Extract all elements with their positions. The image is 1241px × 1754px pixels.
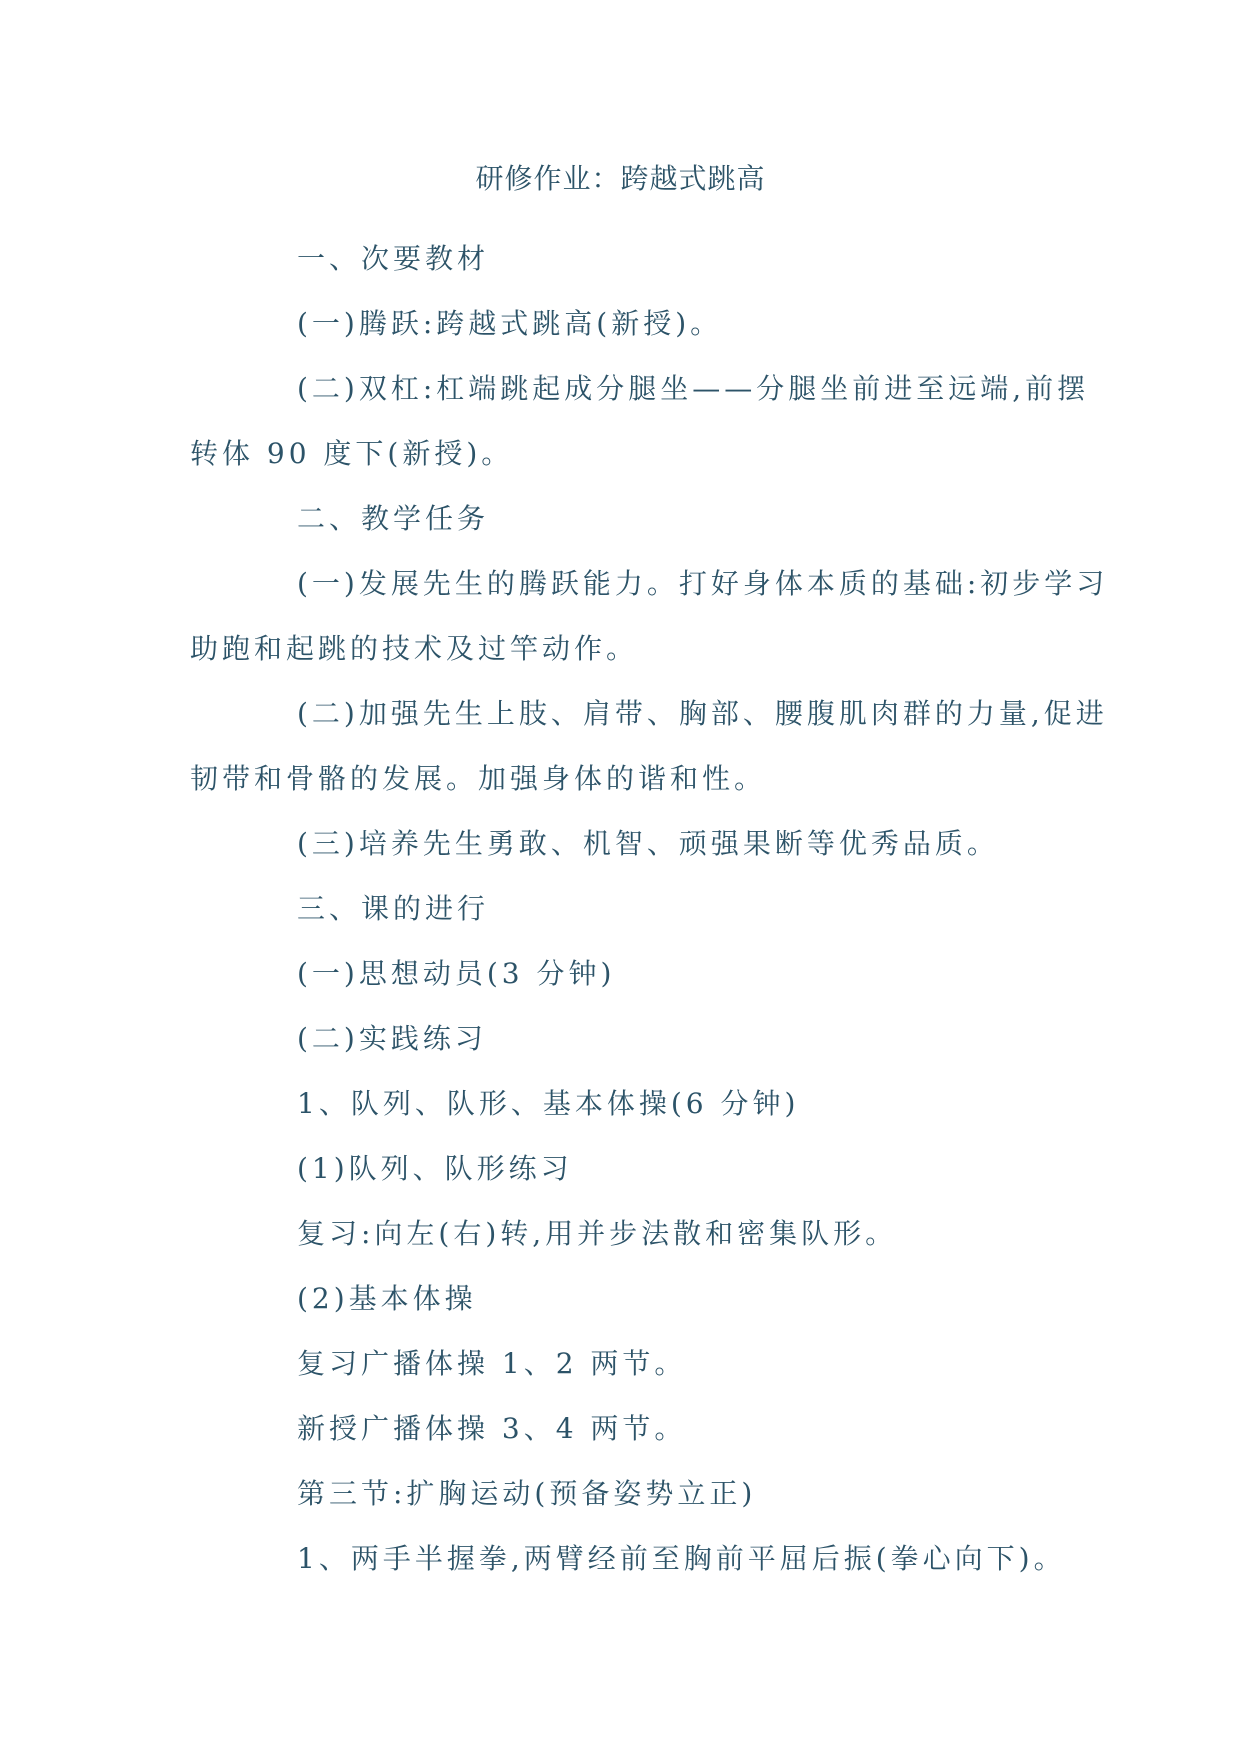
document-line: (二)实践练习 xyxy=(297,1022,487,1055)
document-line: 韧带和骨骼的发展。加强身体的谐和性。 xyxy=(190,762,767,795)
document-line: 复习广播体操 1、2 两节。 xyxy=(297,1347,687,1380)
document-line: (一)发展先生的腾跃能力。打好身体本质的基础:初步学习 xyxy=(297,567,1109,600)
document-line: 1、队列、队形、基本体操(6 分钟) xyxy=(297,1087,800,1120)
document-line: (一)思想动员(3 分钟) xyxy=(297,957,616,990)
document-line: 第三节:扩胸运动(预备姿势立正) xyxy=(297,1477,757,1510)
document-title: 研修作业：跨越式跳高 xyxy=(475,162,766,195)
document-line: 二、教学任务 xyxy=(297,502,490,535)
document-line: 1、两手半握拳,两臂经前至胸前平屈后振(拳心向下)。 xyxy=(297,1542,1066,1575)
document-line: (1)队列、队形练习 xyxy=(297,1152,573,1185)
document-line: 助跑和起跳的技术及过竿动作。 xyxy=(190,632,639,665)
document-line: (一)腾跃:跨越式跳高(新授)。 xyxy=(297,307,723,340)
document-line: 三、课的进行 xyxy=(297,892,490,925)
document-line: (二)双杠:杠端跳起成分腿坐——分腿坐前进至远端,前摆 xyxy=(297,372,1090,405)
document-body xyxy=(190,226,1109,1591)
document-line: (二)加强先生上肢、肩带、胸部、腰腹肌肉群的力量,促进 xyxy=(297,697,1108,730)
document-line: 复习:向左(右)转,用并步法散和密集队形。 xyxy=(297,1217,898,1250)
document-line: 一、次要教材 xyxy=(297,242,490,275)
document-line: (三)培养先生勇敢、机智、顽强果断等优秀品质。 xyxy=(297,827,999,860)
document-line: 转体 90 度下(新授)。 xyxy=(190,437,514,470)
document-line: 新授广播体操 3、4 两节。 xyxy=(297,1412,687,1445)
document-line: (2)基本体操 xyxy=(297,1282,477,1315)
